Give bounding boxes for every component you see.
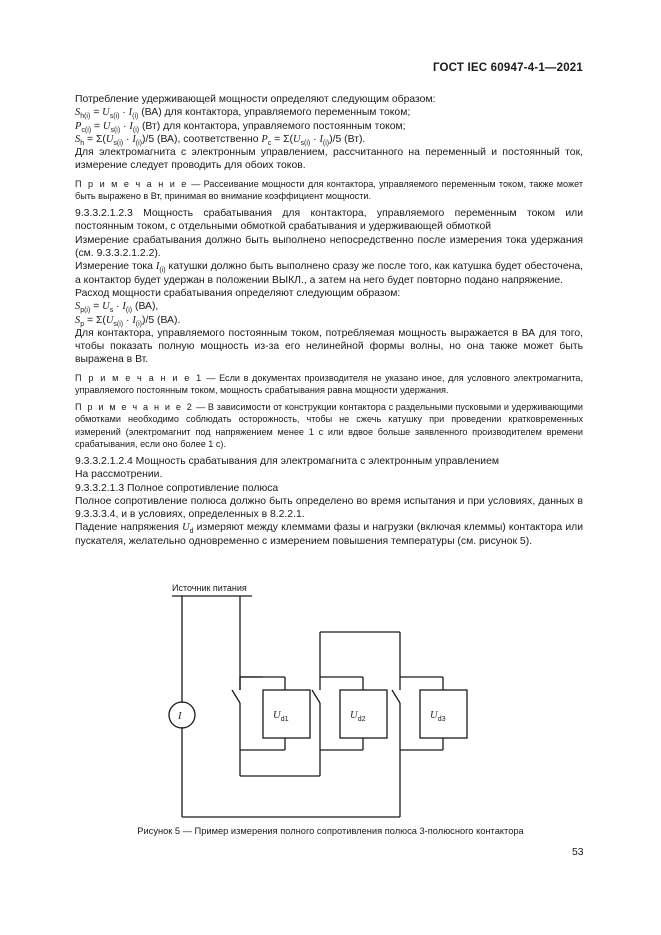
- source-label: Источник питания: [172, 583, 247, 593]
- paragraph: Для электромагнита с электронным управлением, рассчитанного на переменный и постоянный ток, измерение следует проводить для обоих токов.: [75, 147, 583, 172]
- paragraph: Полное сопротивление полюса должно быть определено во время испытания и при условиях, данных в 9.3.3.3.4, и в условиях, определенных в 8.2.2.1.: [75, 495, 583, 521]
- ammeter-label: I: [178, 711, 182, 722]
- formula-pickup-sum: $S_p = \Sigma(U_{s(i)} \cdot I_{(i)})/5$ (ВА).: [75, 314, 181, 328]
- formula-pickup: $S_{p(i)} = U_s \cdot I_{(i)}$ (ВА),: [75, 301, 159, 315]
- section-heading: 9.3.3.2.1.3 Полное сопротивление полюса: [75, 482, 279, 494]
- voltage-label-1: $U_{d1}$: [273, 710, 289, 723]
- voltage-label-2: $U_{d2}$: [350, 710, 366, 723]
- formula-holding-dc: $P_{c(i)} = U_{s(i)} \cdot I_{(i)}$ (Вт) для контактора, управляемого постоянным током;: [75, 120, 406, 134]
- paragraph: Измерение тока $I_{(i)}$ катушки должно быть выполнено сразу же после того, как катушка будет обесточена, а контактор будет удержан в положении ВЫКЛ., а затем на него будет повторно подано напряжение.: [75, 261, 584, 286]
- note: П р и м е ч а н и е 2 — В зависимости от конструкции контактора с раздельными пусковыми и удерживающими обмотками необходимо соблюдать осторожность, чтобы не сжечь катушку при проведении кратковременных измерений (электромагнит под напряжением менее 1 с или вдвое больше заявленного производителем времени срабатывания, если оно более 1 с).: [75, 402, 583, 449]
- section-heading: 9.3.3.2.1.2.3 Мощность срабатывания для контактора, управляемого переменным током или постоянным током, с отдельными обмоткой срабатывания и удерживающей обмоткой: [75, 208, 583, 233]
- paragraph: Расход мощности срабатывания определяют следующим образом:: [75, 287, 401, 299]
- switch-contact-1: [232, 690, 240, 703]
- switch-contact-3: [392, 690, 400, 703]
- standard-header: ГОСТ IEC 60947-4-1—2021: [432, 62, 583, 74]
- paragraph: На рассмотрении.: [75, 469, 163, 481]
- note: П р и м е ч а н и е 1 — Если в документах производителя не указано иное, для условного электромагнита, управляемого постоянным током, мощность срабатывания равна мощности удержания.: [75, 372, 583, 395]
- paragraph: Потребление удерживающей мощности определяют следующим образом:: [75, 94, 436, 105]
- paragraph: Падение напряжения $U_d$ измеряют между клеммами фазы и нагрузки (включая клеммы) контактора или пускателя, желательно одновременно с измерением повышения температуры (см. рисунок 5).: [75, 522, 583, 547]
- formula-holding-ac: $S_{h(i)} = U_{s(i)} \cdot I_{(i)}$ (ВА) для контактора, управляемого переменным током;: [75, 107, 411, 121]
- paragraph: Для контактора, управляемого постоянным током, потребляемая мощность выражается в ВА для того, чтобы показать полную мощность из-за его нелинейной формы волны, но она также может быть выражена в Вт.: [75, 327, 583, 366]
- figure-caption: Рисунок 5 — Пример измерения полного сопротивления полюса 3-полюсного контактора: [137, 826, 524, 836]
- paragraph: Измерение срабатывания должно быть выполнено непосредственно после измерения тока удержания (см. 9.3.3.2.1.2.2).: [75, 234, 583, 260]
- section-heading: 9.3.3.2.1.2.4 Мощность срабатывания для электромагнита с электронным управлением: [75, 455, 500, 467]
- note: П р и м е ч а н и е — Рассеивание мощности для контактора, управляемого переменным током, также может быть выражено в Вт, принимая во внимание коэффициент мощности.: [75, 178, 584, 201]
- formula-holding-sum: $S_h = \Sigma(U_{s(i)} \cdot I_{(i)})/5$ (ВА), соответственно $P_c = \Sigma(U_{s(i)} \cdot I_{(i)})/5$ (Вт).: [75, 133, 366, 147]
- switch-contact-2: [312, 690, 320, 703]
- page-number: 53: [572, 847, 584, 858]
- voltage-label-3: $U_{d3}$: [430, 710, 446, 723]
- ammeter-circle: [169, 702, 195, 728]
